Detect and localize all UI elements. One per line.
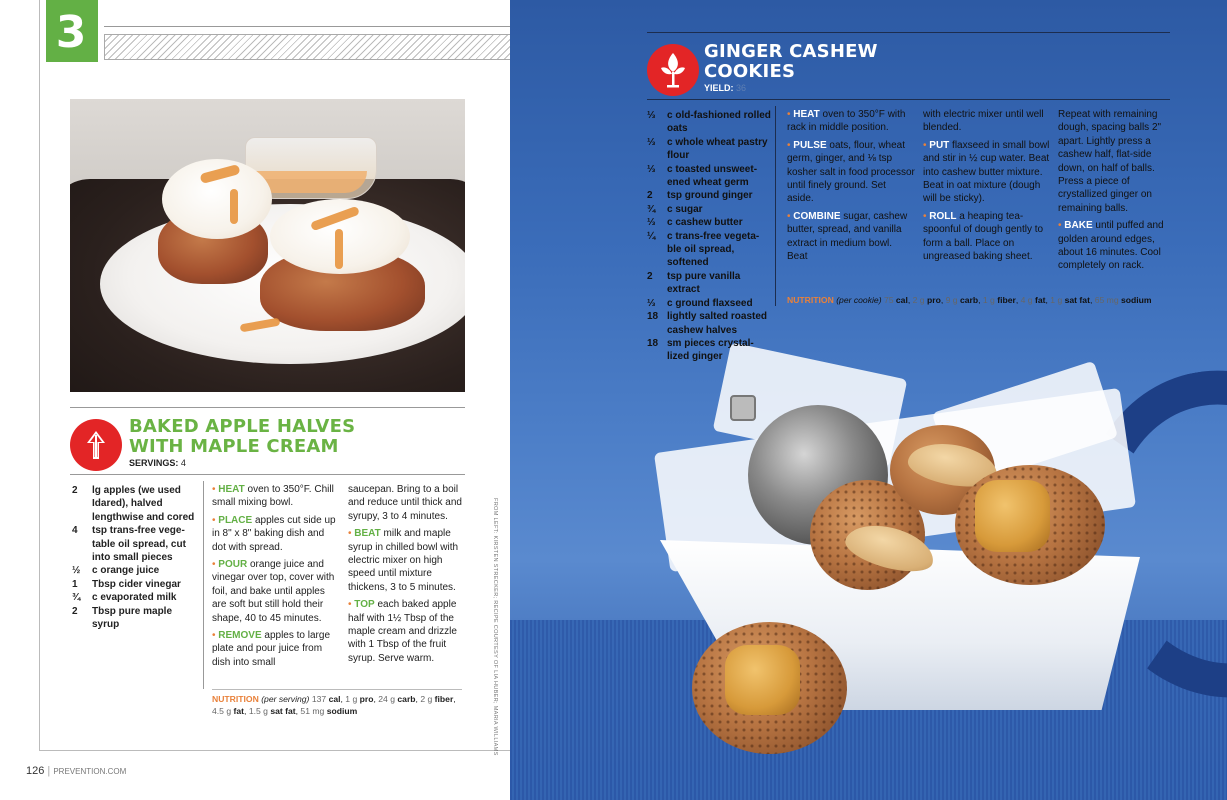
nutrition-unit: sodium — [1121, 295, 1152, 305]
nutrition-unit: cal — [328, 694, 341, 704]
step-text: sugar, cashew butter, spread, and vanilla extract in medium bowl. Beat — [787, 210, 908, 263]
nutrition-amount: 24 g — [378, 694, 395, 704]
bullet-icon: • — [348, 599, 355, 611]
column-divider — [775, 106, 776, 306]
ingredient-item — [647, 310, 773, 337]
recipe-title-line2: WITH MAPLE CREAM — [129, 436, 339, 457]
direction-step — [348, 598, 462, 665]
ingredient-text: lightly salted roasted cashew halves — [667, 311, 768, 336]
column-divider — [203, 481, 204, 689]
recipe-title-line1: BAKED APPLE HALVES — [129, 416, 356, 437]
separator: , — [453, 694, 456, 704]
step-verb: PUT — [929, 139, 950, 151]
ingredient-qty: ¾ — [72, 592, 81, 604]
step-text: flaxseed in small bowl and stir in ½ cup water. Beat into cashew butter mixture. Beat in oat mixture (dough will be sticky). — [923, 139, 1050, 205]
ingredient-text: c ground flaxseed — [667, 297, 753, 309]
ingredient-item — [647, 163, 773, 190]
separator: , — [978, 295, 981, 305]
step-verb: COMBINE — [793, 210, 841, 222]
recipe-top-rule — [70, 407, 465, 408]
ingredient-text: c sugar — [667, 203, 703, 215]
bullet-icon: • — [923, 139, 930, 151]
red-arrow-up-icon — [70, 419, 122, 471]
nutrition-amount: 1 g — [1050, 295, 1063, 305]
direction-step — [212, 629, 340, 669]
step-verb: HEAT — [793, 109, 820, 120]
step-verb: REMOVE — [218, 630, 262, 642]
step-verb: BAKE — [1064, 220, 1093, 232]
hatched-bar — [104, 34, 510, 60]
directions-column-1 — [787, 108, 915, 267]
right-page — [510, 0, 1227, 800]
ingredient-qty: 4 — [72, 525, 78, 537]
top-rule — [104, 26, 510, 27]
nutrition-unit: fiber — [997, 295, 1016, 305]
ingredient-item — [72, 564, 197, 577]
ingredient-text: c toasted unsweet-ened wheat germ — [667, 163, 758, 189]
separator: , — [295, 706, 299, 716]
ingredient-item — [647, 136, 773, 163]
step-continuation: with electric mixer until well blended. — [923, 109, 1044, 134]
bullet-icon: • — [212, 514, 219, 526]
ingredient-qty: 1 — [72, 578, 78, 590]
step-verb: PULSE — [793, 139, 827, 151]
direction-step — [923, 210, 1051, 264]
ingredient-qty: 2 — [647, 270, 653, 282]
nutrition-unit: cal — [895, 295, 908, 305]
nutrition-amount: 4 g — [1020, 295, 1033, 305]
direction-step — [212, 514, 340, 554]
direction-step — [787, 210, 915, 264]
ingredient-item — [647, 297, 773, 310]
ingredient-qty: 2 — [72, 485, 78, 496]
ingredient-item — [72, 578, 197, 591]
nutrition-unit: carb — [959, 295, 979, 305]
nutrition-basis: (per cookie) — [836, 295, 882, 305]
badge-edge — [96, 0, 98, 62]
directions-column-3 — [1058, 108, 1176, 277]
separator: , — [1045, 295, 1048, 305]
ingredient-text: sm pieces crystal-lized ginger — [667, 337, 754, 363]
nutrition-amount: 4.5 g — [212, 706, 232, 716]
recipe-top-rule — [647, 32, 1170, 33]
direction-step — [1058, 219, 1176, 273]
nutrition-amount: 137 — [311, 694, 327, 704]
step-text: a heaping tea-spoonful of dough gently to form a ball. Place on ungreased baking sheet. — [923, 210, 1044, 263]
ingredient-item — [647, 109, 773, 136]
page-folio: 126 | PREVENTION.COM — [26, 765, 127, 777]
ingredient-item — [647, 189, 773, 202]
step-text: orange juice and vinegar over top, cover with foil, and bake until apples are soft but still hold their shape, 40 to 45 minutes. — [212, 559, 335, 624]
nutrition-unit: fat — [233, 706, 245, 716]
nutrition-rule — [212, 689, 462, 690]
recipe-rule — [70, 474, 465, 475]
direction-step — [923, 139, 1051, 206]
bullet-icon: • — [212, 484, 219, 495]
ingredient-text: c orange juice — [92, 565, 160, 577]
ingredient-item — [647, 216, 773, 229]
nutrition-amount: 9 g — [945, 295, 958, 305]
direction-step — [212, 483, 340, 510]
directions-column-2 — [348, 483, 462, 669]
ingredient-item — [72, 591, 197, 604]
ingredient-item — [72, 605, 197, 632]
nutrition-basis: (per serving) — [261, 694, 310, 704]
ingredient-list — [647, 109, 773, 364]
nutrition-unit: fat — [1034, 295, 1046, 305]
bullet-icon: • — [787, 210, 794, 222]
nutrition-amount: 75 — [883, 295, 894, 305]
bullet-icon: • — [923, 210, 930, 222]
ingredient-item — [72, 484, 197, 524]
nutrition-amount: 51 mg — [300, 706, 325, 716]
nutrition-label: NUTRITION — [212, 694, 259, 704]
recipe-rule — [647, 99, 1170, 100]
separator: , — [373, 694, 376, 704]
nutrition-unit: pro — [359, 694, 374, 704]
site-name: PREVENTION.COM — [53, 767, 127, 776]
ingredient-qty: 18 — [647, 337, 659, 349]
step-continuation: saucepan. Bring to a boil and reduce until thick and syrupy, 3 to 4 minutes. — [348, 484, 462, 522]
yield-line — [704, 83, 746, 93]
ingredient-text: c whole wheat pastry flour — [667, 136, 768, 162]
bullet-icon: • — [212, 559, 219, 571]
direction-step — [348, 527, 462, 594]
ingredient-qty: ¾ — [647, 203, 656, 215]
ingredient-text: c evaporated milk — [92, 592, 177, 604]
bullet-icon: • — [787, 109, 794, 120]
servings-line — [129, 458, 186, 468]
baked-apple-photo — [70, 99, 465, 392]
ingredient-item — [647, 270, 773, 297]
recipe-title-line2: COOKIES — [704, 61, 796, 82]
nutrition-amount: 1.5 g — [248, 706, 268, 716]
bullet-icon: • — [212, 630, 219, 642]
ingredient-text: lg apples (we used Idared), halved lengthwise and cored — [92, 485, 195, 523]
directions-column-1 — [212, 483, 340, 673]
ingredient-qty: 2 — [72, 605, 78, 617]
nutrition-amount: 1 g — [982, 295, 995, 305]
step-text: until puffed and golden around edges, about 16 minutes. Cool completely on rack. — [1058, 220, 1164, 272]
page-number: 126 — [26, 765, 45, 777]
credit-text: FROM LEFT: KIRSTEN STRECKER; RECIPE COURTESY OF LIA HUBER; MARIA WILLIAMS — [492, 498, 498, 756]
ingredient-text: c cashew butter — [667, 217, 743, 229]
ingredient-text: tsp trans-free vege-table oil spread, cut into small pieces — [92, 525, 186, 564]
nutrition-facts — [212, 693, 462, 717]
ingredient-text: c trans-free vegeta-ble oil spread, softened — [667, 230, 760, 269]
ingredient-qty: ⅓ — [647, 217, 656, 229]
step-verb: BEAT — [354, 528, 381, 540]
nutrition-label: NUTRITION — [787, 295, 834, 305]
separator: , — [1015, 295, 1019, 305]
step-text: oats, flour, wheat germ, ginger, and ⅛ tsp kosher salt in food processor until finely ground. Set aside. — [787, 139, 915, 205]
separator: , — [940, 295, 944, 305]
ingredient-qty: ⅓ — [647, 163, 656, 175]
step-verb: PLACE — [218, 514, 253, 526]
step-text: oven to 350°F with rack in middle position. — [787, 109, 906, 134]
step-verb: TOP — [354, 599, 375, 611]
ingredient-text: Tbsp pure maple syrup — [92, 605, 173, 631]
ingredient-qty: ½ — [72, 565, 81, 577]
step-number-badge: 3 — [46, 0, 96, 62]
ingredient-qty: 18 — [647, 311, 659, 323]
ornament-cap — [730, 395, 756, 421]
syrup-drizzle — [335, 229, 343, 269]
direction-step — [212, 558, 340, 625]
nutrition-amount: 65 mg — [1094, 295, 1119, 305]
left-page — [0, 0, 510, 800]
ingredient-qty: ⅓ — [647, 136, 656, 148]
ingredient-qty: 2 — [647, 190, 653, 202]
nutrition-amount: 1 g — [345, 694, 358, 704]
step-text: milk and maple syrup in chilled bowl with electric mixer on high speed until mixture thickens, 3 to 5 minutes. — [348, 528, 459, 593]
bullet-icon: • — [1058, 220, 1065, 232]
step-verb: HEAT — [218, 484, 245, 495]
separator: , — [415, 694, 418, 704]
separator: , — [244, 706, 247, 716]
crystallized-ginger — [975, 480, 1050, 552]
ingredient-text: c old-fashioned rolled oats — [667, 110, 771, 135]
step-text: each baked apple half with 1½ Tbsp of the maple cream and drizzle with 1 Tbsp of the fruit syrup. Serve warm. — [348, 599, 457, 664]
ingredient-text: tsp pure vanilla extract — [667, 270, 741, 296]
direction-step — [787, 139, 915, 206]
nutrition-unit: pro — [926, 295, 941, 305]
ingredient-qty: ⅓ — [647, 297, 656, 309]
nutrition-unit: fiber — [434, 694, 454, 704]
photo-credit — [490, 498, 500, 756]
ingredient-item — [647, 203, 773, 216]
separator: , — [340, 694, 343, 704]
bullet-icon: • — [348, 528, 355, 540]
ingredient-text: Tbsp cider vinegar — [92, 578, 181, 590]
nutrition-amount: 2 g — [912, 295, 925, 305]
nutrition-unit: sodium — [326, 706, 358, 716]
step-verb: POUR — [218, 559, 248, 571]
ingredient-qty: ¼ — [647, 230, 656, 242]
ingredient-qty: ⅓ — [647, 110, 656, 121]
ingredient-item — [647, 230, 773, 270]
yield-label: YIELD: — [704, 83, 734, 93]
ingredient-list — [72, 484, 197, 631]
ingredient-item — [647, 337, 773, 364]
step-text: apples to large plate and pour juice from dish into small — [212, 630, 331, 668]
directions-column-2 — [923, 108, 1051, 267]
recipe-title-line1: GINGER CASHEW — [704, 41, 878, 62]
nutrition-facts — [787, 294, 1177, 306]
step-text: apples cut side up in 8" x 8" baking dish and dot with spread. — [212, 514, 336, 553]
crystallized-ginger — [725, 645, 800, 715]
yield-value: 36 — [736, 83, 747, 93]
separator: , — [1089, 295, 1093, 305]
nutrition-unit: carb — [397, 694, 416, 704]
direction-step — [787, 108, 915, 135]
step-text: oven to 350°F. Chill small mixing bowl. — [212, 484, 334, 509]
nutrition-unit: sat fat — [1064, 295, 1090, 305]
red-leaf-icon — [647, 44, 699, 96]
bullet-icon: • — [787, 139, 794, 151]
servings-value: 4 — [180, 458, 186, 468]
nutrition-unit: sat fat — [270, 706, 296, 716]
ingredient-text: tsp ground ginger — [667, 190, 753, 202]
step-verb: ROLL — [929, 210, 957, 222]
step-continuation: Repeat with remaining dough, spacing balls 2" apart. Lightly press a cashew half, flat-side down, on half of balls. Press a piece of crystallized ginger on remaining balls. — [1058, 109, 1162, 214]
servings-label: SERVINGS: — [129, 458, 179, 468]
ingredient-item — [72, 524, 197, 564]
nutrition-amount: 2 g — [420, 694, 433, 704]
separator: , — [907, 295, 911, 305]
syrup-drizzle — [230, 189, 238, 224]
